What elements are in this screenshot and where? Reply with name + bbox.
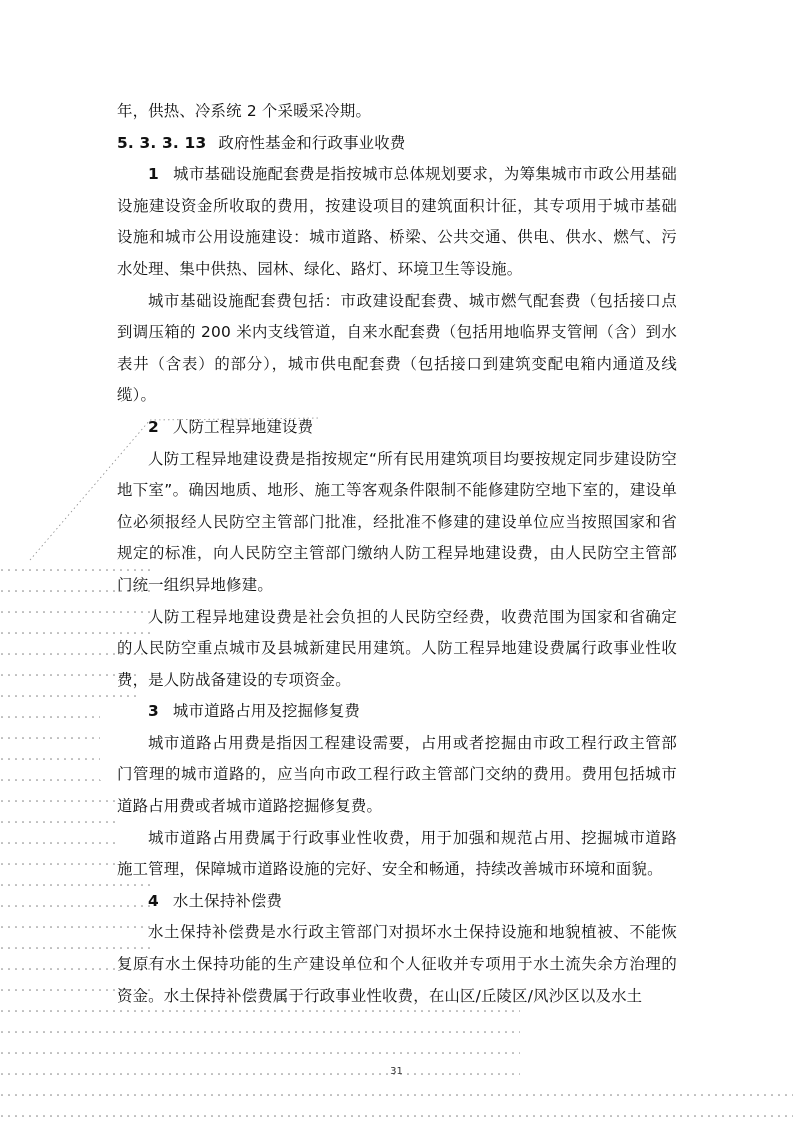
paragraph-infrastructure-fees: 城市基础设施配套费包括：市政建设配套费、城市燃气配套费（包括接口点到调压箱的 200 米内支线管道，自来水配套费（包括用地临界支管闸（含）到水表井（含表）的部分），城市供电配套费（包括接口到建筑变配电箱内通道及线缆）。 <box>117 291 677 405</box>
paragraph-continuation: 年，供热、冷系统 2 个采暖采冷期。 <box>117 102 372 120</box>
paragraph-civil-defense-scope: 人防工程异地建设费是社会负担的人民防空经费，收费范围为国家和省确定的人民防空重点城市及县城新建民用建筑。人防工程异地建设费属行政事业性收费，是人防战备建设的专项资金。 <box>117 607 677 689</box>
paragraph-civil-defense-definition: 人防工程异地建设费是指按规定“所有民用建筑项目均要按规定同步建设防空地下室”。确因地质、地形、施工等客观条件限制不能修建防空地下室的，建设单位必须报经人民防空主管部门批准，经批准不修建的建设单位应当按照国家和省规定的标准，向人民防空主管部门缴纳人防工程异地建设费，由人民防空主管部门统一组织异地修建。 <box>117 449 677 594</box>
item-4-heading <box>117 886 677 918</box>
paragraph-road-occupation-definition: 城市道路占用费是指因工程建设需要，占用或者挖掘由市政工程行政主管部门管理的城市道路的，应当向市政工程行政主管部门交纳的费用。费用包括城市道路占用费或者城市道路挖掘修复费。 <box>117 733 677 816</box>
page-number: 31 <box>390 1066 403 1077</box>
item-text: 城市基础设施配套费是指按城市总体规划要求，为筹集城市市政公用基础设施建设资金所收取的费用，按建设项目的建筑面积计征，其专项用于城市基础设施和城市公用设施建设：城市道路、桥梁、公共交通、供电、供水、燃气、污水处理、集中供热、园林、绿化、路灯、环境卫生等设施。 <box>117 165 677 278</box>
document-page <box>117 96 677 1012</box>
paragraph-road-occupation-use: 城市道路占用费属于行政事业性收费，用于加强和规范占用、挖掘城市道路施工管理，保障城市道路设施的完好、安全和畅通，持续改善城市环境和面貌。 <box>117 828 677 879</box>
section-heading <box>117 128 677 160</box>
item-3-heading <box>117 696 677 728</box>
item-number: 4 <box>148 891 159 910</box>
section-number: 5. 3. 3. 13 <box>117 133 207 152</box>
item-number: 2 <box>148 417 159 436</box>
item-number: 3 <box>148 702 159 721</box>
paragraph-soil-conservation: 水土保持补偿费是水行政主管部门对损坏水土保持设施和地貌植被、不能恢复原有水土保持功能的生产建设单位和个人征收并专项用于水土流失余方治理的资金。水土保持补偿费属于行政事业性收费，在山区/丘陵区/风沙区以及水土 <box>117 923 677 1005</box>
section-title: 政府性基金和行政事业收费 <box>218 133 406 152</box>
item-number: 1 <box>148 165 159 184</box>
item-1-paragraph <box>117 159 677 285</box>
item-title: 水土保持补偿费 <box>172 891 283 910</box>
item-2-heading <box>117 412 677 444</box>
item-title: 人防工程异地建设费 <box>172 417 314 436</box>
item-title: 城市道路占用及挖掘修复费 <box>172 702 361 721</box>
